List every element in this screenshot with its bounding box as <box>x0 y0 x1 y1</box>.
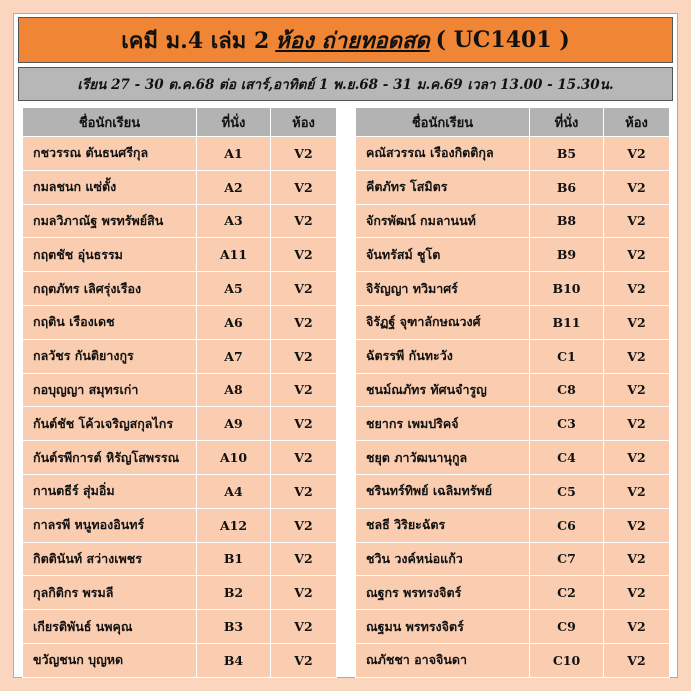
room-cell: V2 <box>271 170 337 204</box>
seat-cell: B2 <box>197 576 271 610</box>
student-name-cell: ชนม์ณภัทร ทัศนจำรูญ <box>356 373 530 407</box>
seat-cell: A7 <box>197 339 271 373</box>
title-subject: เคมี ม.4 เล่ม 2 <box>121 27 270 54</box>
student-name-cell: กฤตชัช อุ่นธรรม <box>23 238 197 272</box>
table-row <box>23 542 337 576</box>
table-row <box>23 610 337 644</box>
student-table-left <box>22 107 337 678</box>
page-title <box>18 17 673 63</box>
student-name-cell: จิรัญญา ทวิมาศร์ <box>356 272 530 306</box>
student-name-cell: ณฐกร พรทรงจิตร์ <box>356 576 530 610</box>
student-name-cell: คีตภัทร โสมิตร <box>356 170 530 204</box>
room-cell: V2 <box>271 204 337 238</box>
seat-cell: A12 <box>197 508 271 542</box>
room-cell: V2 <box>271 339 337 373</box>
table-row <box>23 474 337 508</box>
student-name-cell: ชวิน วงค์หน่อแก้ว <box>356 542 530 576</box>
student-name-cell: กาลรพี หนูทองอินทร์ <box>23 508 197 542</box>
student-name-cell: ชรินทร์ทิพย์ เฉลิมทรัพย์ <box>356 474 530 508</box>
seat-cell: B9 <box>530 238 604 272</box>
room-cell: V2 <box>271 576 337 610</box>
table-row <box>356 305 670 339</box>
col-header-name: ชื่อนักเรียน <box>23 108 197 137</box>
room-cell: V2 <box>604 542 670 576</box>
seat-cell: B5 <box>530 137 604 171</box>
seat-cell: A6 <box>197 305 271 339</box>
room-cell: V2 <box>604 238 670 272</box>
seat-cell: C6 <box>530 508 604 542</box>
student-name-cell: กชวรรณ ตันธนศรีกุล <box>23 137 197 171</box>
room-cell: V2 <box>271 272 337 306</box>
student-name-cell: เกียรติพันธ์ นพคุณ <box>23 610 197 644</box>
room-cell: V2 <box>604 272 670 306</box>
seat-cell: B4 <box>197 643 271 677</box>
student-name-cell: ชลธี วิริยะฉัตร <box>356 508 530 542</box>
seat-cell: A3 <box>197 204 271 238</box>
student-name-cell: จิรัฏฐ์ จุฑาลักษณวงศ์ <box>356 305 530 339</box>
room-cell: V2 <box>271 238 337 272</box>
seat-cell: C4 <box>530 441 604 475</box>
student-name-cell: กลวัชร กันติยางกูร <box>23 339 197 373</box>
student-table-right <box>355 107 670 678</box>
student-name-cell: ณภัชชา อาจจินดา <box>356 643 530 677</box>
student-name-cell: กอบุญญา สมุทรเก่า <box>23 373 197 407</box>
table-row <box>23 373 337 407</box>
table-row <box>23 441 337 475</box>
student-name-cell: คณัสวรรณ เรืองกิตติกุล <box>356 137 530 171</box>
seat-cell: B10 <box>530 272 604 306</box>
table-row <box>23 137 337 171</box>
table-row <box>356 407 670 441</box>
table-row <box>23 508 337 542</box>
seat-cell: B8 <box>530 204 604 238</box>
col-header-room: ห้อง <box>604 108 670 137</box>
title-room: ห้อง ถ่ายทอดสด <box>275 27 430 54</box>
student-name-cell: ขวัญชนก บุญหด <box>23 643 197 677</box>
table-row <box>356 137 670 171</box>
table-row <box>23 272 337 306</box>
col-header-name: ชื่อนักเรียน <box>356 108 530 137</box>
seat-cell: B1 <box>197 542 271 576</box>
room-cell: V2 <box>604 474 670 508</box>
seat-cell: C3 <box>530 407 604 441</box>
table-header-row <box>23 108 337 137</box>
table-row <box>356 643 670 677</box>
title-code: ( UC1401 ) <box>435 27 570 53</box>
table-row <box>23 305 337 339</box>
student-name-cell: จันทรัสม์ ชูโต <box>356 238 530 272</box>
room-cell: V2 <box>604 407 670 441</box>
student-name-cell: กุลกิติกร พรมลี <box>23 576 197 610</box>
table-row <box>356 508 670 542</box>
seat-cell: C7 <box>530 542 604 576</box>
seat-cell: C5 <box>530 474 604 508</box>
room-cell: V2 <box>271 441 337 475</box>
table-row <box>356 542 670 576</box>
student-name-cell: กันต์ชัช โค้วเจริญสกุลไกร <box>23 407 197 441</box>
room-cell: V2 <box>271 305 337 339</box>
schedule-banner <box>18 67 673 101</box>
table-row <box>356 576 670 610</box>
room-cell: V2 <box>604 610 670 644</box>
room-cell: V2 <box>604 576 670 610</box>
room-cell: V2 <box>271 407 337 441</box>
seat-cell: A10 <box>197 441 271 475</box>
table-row <box>356 441 670 475</box>
table-row <box>23 339 337 373</box>
table-row <box>356 474 670 508</box>
seat-cell: C8 <box>530 373 604 407</box>
table-row <box>23 238 337 272</box>
room-cell: V2 <box>271 542 337 576</box>
room-cell: V2 <box>604 508 670 542</box>
student-name-cell: ชยากร เพมปริคจ์ <box>356 407 530 441</box>
table-row <box>356 170 670 204</box>
room-cell: V2 <box>604 137 670 171</box>
table-row <box>356 204 670 238</box>
col-header-seat: ที่นั่ง <box>530 108 604 137</box>
student-name-cell: กิตตินันท์ สว่างเพชร <box>23 542 197 576</box>
seat-cell: A2 <box>197 170 271 204</box>
table-row <box>23 170 337 204</box>
table-row <box>23 204 337 238</box>
seat-cell: C9 <box>530 610 604 644</box>
table-header-row <box>356 108 670 137</box>
col-header-seat: ที่นั่ง <box>197 108 271 137</box>
col-header-room: ห้อง <box>271 108 337 137</box>
seat-cell: B6 <box>530 170 604 204</box>
room-cell: V2 <box>271 474 337 508</box>
room-cell: V2 <box>604 373 670 407</box>
table-row <box>356 339 670 373</box>
seat-cell: C1 <box>530 339 604 373</box>
student-name-cell: กันต์รพีการต์ หิรัญโสพรรณ <box>23 441 197 475</box>
seat-cell: B11 <box>530 305 604 339</box>
room-cell: V2 <box>604 339 670 373</box>
table-row <box>23 643 337 677</box>
room-cell: V2 <box>604 170 670 204</box>
seat-cell: C10 <box>530 643 604 677</box>
room-cell: V2 <box>604 204 670 238</box>
student-name-cell: กมลชนก แซ่ตั้ง <box>23 170 197 204</box>
student-name-cell: ณฐมน พรทรงจิตร์ <box>356 610 530 644</box>
table-row <box>356 610 670 644</box>
table-row <box>356 373 670 407</box>
table-row <box>23 576 337 610</box>
room-cell: V2 <box>271 508 337 542</box>
seat-cell: A9 <box>197 407 271 441</box>
table-row <box>356 272 670 306</box>
seat-cell: A5 <box>197 272 271 306</box>
student-name-cell: กฤตภัทร เลิศรุ่งเรือง <box>23 272 197 306</box>
student-name-cell: ชยุต ภาวัฒนานุกูล <box>356 441 530 475</box>
room-cell: V2 <box>604 441 670 475</box>
room-cell: V2 <box>271 137 337 171</box>
student-name-cell: กานตธีร์ สุ่มอิ่ม <box>23 474 197 508</box>
seat-cell: B3 <box>197 610 271 644</box>
student-name-cell: ฉัตรรพี กันทะวัง <box>356 339 530 373</box>
room-cell: V2 <box>271 373 337 407</box>
student-name-cell: กมลวิภาณัฐ พรทรัพย์สิน <box>23 204 197 238</box>
seat-cell: A4 <box>197 474 271 508</box>
table-row <box>23 407 337 441</box>
seat-cell: C2 <box>530 576 604 610</box>
seat-cell: A11 <box>197 238 271 272</box>
room-cell: V2 <box>604 305 670 339</box>
student-name-cell: จักรพัฒน์ กมลานนท์ <box>356 204 530 238</box>
schedule-text: เรียน 27 - 30 ต.ค.68 ต่อ เสาร์,อาทิตย์ 1 พ.ย.68 - 31 ม.ค.69 เวลา 13.00 - 15.30น. <box>77 77 614 93</box>
seat-cell: A1 <box>197 137 271 171</box>
room-cell: V2 <box>604 643 670 677</box>
student-name-cell: กฤติน เรืองเดช <box>23 305 197 339</box>
room-cell: V2 <box>271 643 337 677</box>
table-row <box>356 238 670 272</box>
seat-cell: A8 <box>197 373 271 407</box>
room-cell: V2 <box>271 610 337 644</box>
